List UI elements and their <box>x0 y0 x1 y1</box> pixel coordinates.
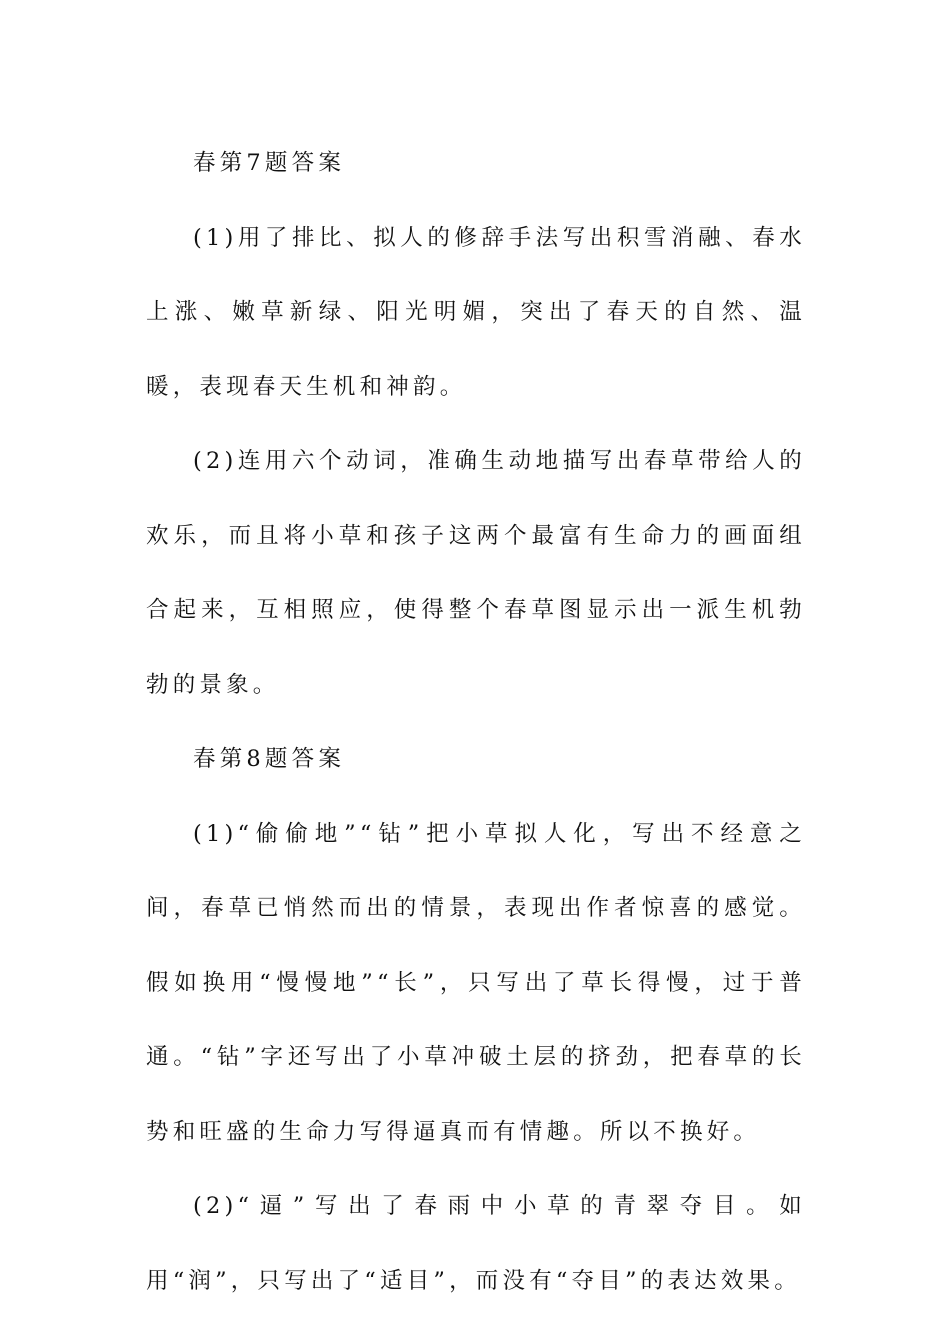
answer-q8-part2: (2)“逼”写出了春雨中小草的青翠夺目。如用“润”，只写出了“适目”，而没有“夺目”的表达效果。 <box>146 1193 806 1294</box>
document-body <box>146 126 806 1318</box>
answer-q8-part1: (1)“偷偷地”“钻”把小草拟人化，写出不经意之间，春草已悄然而出的情景，表现出作者惊喜的感觉。假如换用“慢慢地”“长”，只写出了草长得慢，过于普通。“钻”字还写出了小草冲破土层的挤劲，把春草的长势和旺盛的生命力写得逼真而有情趣。所以不换好。 <box>146 820 806 1145</box>
section-heading-q8: 春第8题答案 <box>193 746 346 772</box>
answer-q7-part2: (2)连用六个动词，准确生动地描写出春草带给人的欢乐，而且将小草和孩子这两个最富有生命力的画面组合起来，互相照应，使得整个春草图显示出一派生机勃勃的景象。 <box>146 448 806 698</box>
section-heading-q7: 春第7题答案 <box>193 150 346 176</box>
answer-q7-part1: (1)用了排比、拟人的修辞手法写出积雪消融、春水上涨、嫩草新绿、阳光明媚，突出了春天的自然、温暖，表现春天生机和神韵。 <box>146 224 806 400</box>
